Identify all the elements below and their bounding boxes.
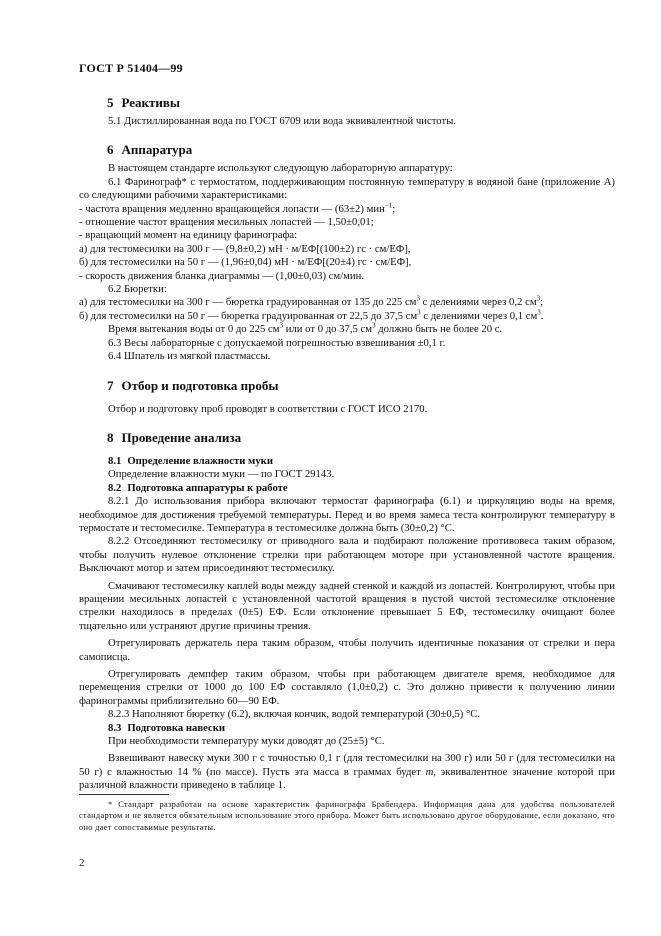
paragraph-6-3: 6.3 Весы лабораторные с допускаемой погрешностью взвешивания ±0,1 г.	[108, 336, 446, 349]
paragraph-6-4: 6.4 Шпатель из мягкой пластмассы.	[108, 350, 271, 363]
list-item-burette-50: б) для тестомесилки на 50 г — бюретка градуированная от 22,5 до 37,5 $см^3$ с делениями через 0,1 $см^3$.	[79, 308, 544, 322]
subsection-8-1-heading: 8.1 Определение влажности муки	[108, 454, 273, 467]
paragraph-flow-time: Время вытекания воды от 0 до 225 $см^3$ или от 0 до 37,5 $см^3$ должно быть не более 20 с.	[108, 321, 503, 336]
subsection-8-3-heading: 8.3 Подготовка навески	[108, 721, 226, 734]
list-item-torque-50: б) для тестомесилки на 50 г — (1,96±0,04) мН · м/ЕФ[(20±4) гс · см/ЕФ],	[79, 256, 412, 269]
section-8-heading: 8 Проведение анализа	[107, 429, 242, 445]
paragraph-8-2-3: 8.2.3 Наполняют бюретку (6.2), включая кончик, водой температурой (30±0,5) °С.	[108, 708, 481, 721]
paragraph-6-2: 6.2 Бюретки:	[108, 283, 167, 296]
footnote-divider	[79, 794, 169, 795]
page-number: 2	[79, 857, 85, 869]
list-item-torque-300: а) для тестомесилки на 300 г — (9,8±0,2) мН · м/ЕФ[(100±2) гс · см/ЕФ],	[79, 242, 411, 255]
section-7-heading: 7 Отбор и подготовка пробы	[107, 377, 279, 393]
document-body	[79, 95, 615, 793]
paragraph-7: Отбор и подготовку проб проводят в соответствии с ГОСТ ИСО 2170.	[108, 402, 428, 415]
footnote	[79, 799, 615, 833]
paragraph-8-2-2-damper: Отрегулировать демпфер таким образом, чтобы при работающем двигателе время, необходимое для перемещения стрелки от 1000 до 100 ЕФ составляло (1,0±0,2) с. Это должно привести к получению линии фаринограммы приблизительно 60—90 ЕФ.	[79, 668, 615, 707]
section-5-heading: 5 Реактивы	[107, 95, 181, 110]
subsection-8-2-heading: 8.2 Подготовка аппаратуры к работе	[108, 481, 288, 494]
footnote-text: * Стандарт разработан на основе характеристик фаринографа Брабендера. Информация дана для удобства пользователей стандартом и не является обязательным использование этого прибора. Может быть использовано другое оборудование, если доказано, что оно дает сопоставимые результаты.	[79, 800, 615, 832]
paragraph-6-1: 6.1 Фаринограф* с термостатом, поддерживающим постоянную температуру в водяной бане (приложение А) со следующими рабочими характеристиками:	[79, 175, 615, 202]
paragraph-8-3-temperature: При необходимости температуру муки доводят до (25±5) °С.	[108, 735, 385, 748]
paragraph-8-1: Определение влажности муки — по ГОСТ 29143.	[108, 468, 335, 481]
paragraph-8-2-2-pen: Отрегулировать держатель пера таким образом, чтобы получить идентичные показания от стрелки и пера самописца.	[79, 637, 615, 663]
list-item-rotation-speed: - частота вращения медленно вращающейся лопасти — (63±2) мин$^{-1}$;	[79, 201, 396, 215]
list-item-burette-300: а) для тестомесилки на 300 г — бюретка градуированная от 135 до 225 $см^3$ с делениями через 0,2 $см^3$;	[79, 294, 544, 309]
list-item-chart-speed: - скорость движения бланка диаграммы — (1,00±0,03) см/мин.	[79, 269, 365, 282]
section-6-heading: 6 Аппаратура	[107, 142, 193, 158]
paragraph-6-intro: В настоящем стандарте используют следующую лабораторную аппаратуру:	[108, 162, 453, 175]
list-item-torque: - вращающий момент на единицу фаринографа:	[79, 229, 298, 242]
paragraph-8-3-weighing: Взвешивают навеску муки 300 г с точностью 0,1 г (для тестомесилки на 300 г) или 50 г (для тестомесилки на 50 г) с влажностью 14 % (по массе). Пусть эта масса в граммах будет m, эквивалентное значение которой при различной влажности приведено в таблице 1.	[79, 752, 616, 792]
paragraph-8-2-2: 8.2.2 Отсоединяют тестомесилку от приводного вала и подбирают положение противовеса таким образом, чтобы получить нулевое отклонение стрелки при работающем моторе при установленной частоте вращения. Выключают мотор и затем присоединяют тестомесилку.	[79, 535, 615, 575]
list-item-speed-ratio: - отношение частот вращения месильных лопастей — 1,50±0,01;	[79, 216, 374, 229]
paragraph-8-2-1: 8.2.1 До использования прибора включают термостат фаринографа (6.1) и циркуляцию воды на время, необходимое для достижения требуемой температуры. Перед и во время замеса теста контролируют температуру в термостате и тестомесилке. Температура в тестомесилке должна быть (30±0,2) °С.	[79, 495, 615, 534]
paragraph-8-2-2-wetting: Смачивают тестомесилку каплей воды между задней стенкой и каждой из лопастей. Контролируют, чтобы при вращении месильных лопастей с установленной частотой вращения в пустой чистой тестомесилке отклонение стрелки находилось в пределах (0±5) ЕФ. Если отклонение превышает 5 ЕФ, тестомесилку очищают более тщательно или устраняют другие причины трения.	[79, 579, 615, 632]
paragraph-5-1: 5.1 Дистиллированная вода по ГОСТ 6709 или вода эквивалентной чистоты.	[108, 115, 457, 127]
document-header: ГОСТ Р 51404—99	[79, 61, 183, 75]
